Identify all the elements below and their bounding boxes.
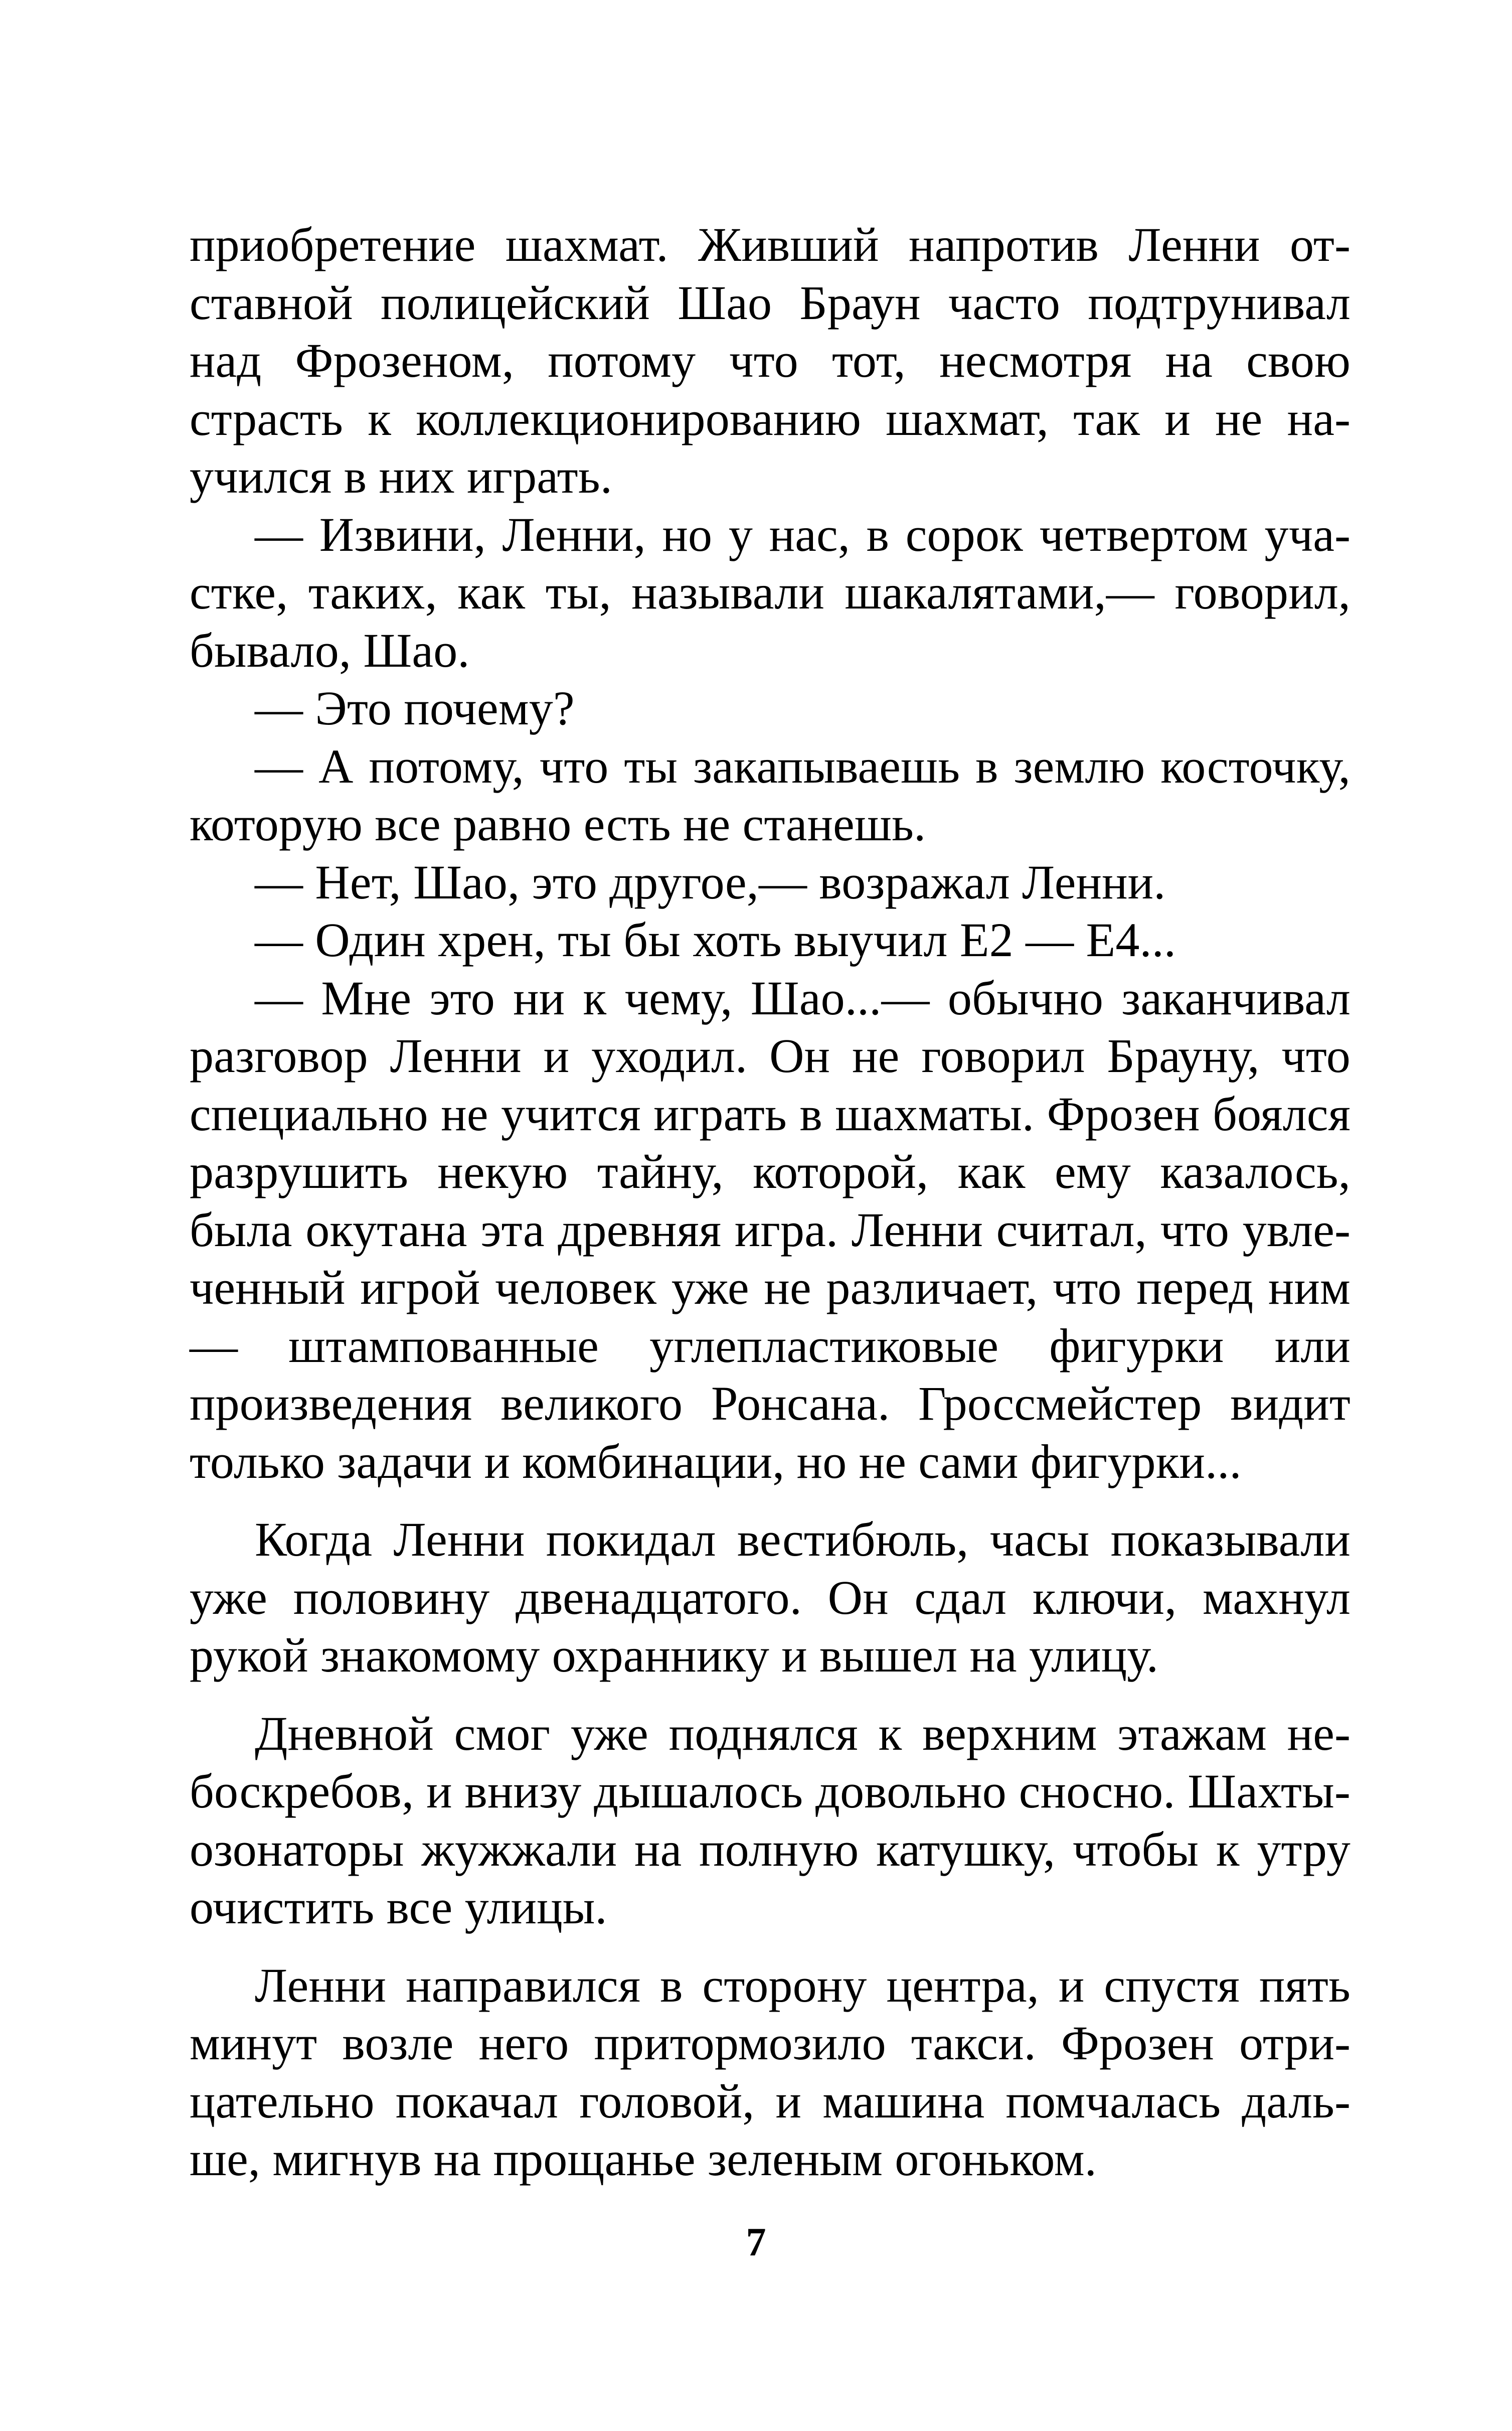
paragraph-narrative: Ленни направился в сторону центра, и спустя пять минут возле него притормозило такси. Фрозен отрицательно покачал головой, и машина помчалась дальше, мигнув на прощанье зеленым огоньком. — [190, 1958, 1351, 2186]
paragraph-dialogue: — А потому, что ты закапываешь в землю косточку, которую все равно есть не станешь. — [190, 739, 1351, 851]
paragraph-dialogue: — Извини, Ленни, но у нас, в сорок четвертом участке, таких, как ты, называли шакалятами,— говорил, бывало, Шао. — [190, 507, 1351, 677]
paragraph-dialogue: — Один хрен, ты бы хоть выучил Е2 — Е4... — [255, 913, 1177, 967]
paragraph-dialogue: — Это почему? — [255, 681, 575, 735]
page-number: 7 — [746, 2220, 766, 2264]
paragraph-dialogue: — Мне это ни к чему, Шао...— обычно заканчивал разговор Ленни и уходил. Он не говорил Брауну, что специально не учится играть в шахматы. Фрозен боялся разрушить некую тайну, которой, как ему казалось, была окутана эта древняя игра. Ленни считал, что увлеченный игрой человек уже не различает, что перед ним — штампованные углепластиковые фигурки или произведения великого Ронсана. Гроссмейстер видит только задачи и комбинации, но не сами фигурки... — [190, 971, 1351, 1488]
paragraph-narrative: Когда Ленни покидал вестибюль, часы показывали уже половину двенадцатого. Он сдал ключи, махнул рукой знакомому охраннику и вышел на улицу. — [190, 1512, 1351, 1682]
body-text — [190, 216, 1351, 2188]
paragraph-dialogue: — Нет, Шао, это другое,— возражал Ленни. — [255, 855, 1166, 909]
paragraph-continuation: приобретение шахмат. Живший напротив Ленни отставной полицейский Шао Браун часто подтрунивал над Фрозеном, потому что тот, несмотря на свою страсть к коллекционированию шахмат, так и не научился в них играть. — [190, 218, 1351, 503]
paragraph-narrative: Дневной смог уже поднялся к верхним этажам небоскребов, и внизу дышалось довольно сносно. Шахты-озонаторы жужжали на полную катушку, чтобы к утру очистить все улицы. — [190, 1706, 1351, 1934]
